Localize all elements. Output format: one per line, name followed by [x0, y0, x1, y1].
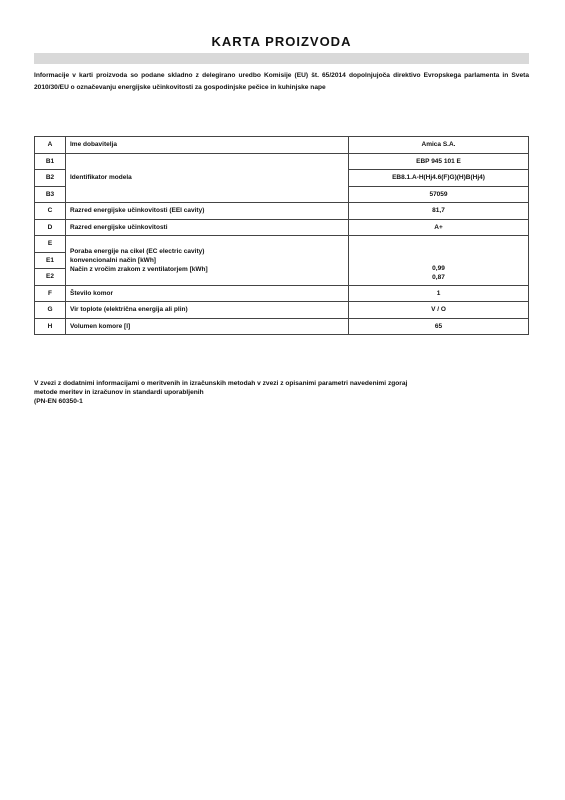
table-row	[35, 236, 529, 253]
table-row	[35, 219, 529, 236]
row-value: 65	[349, 318, 529, 335]
row-value: A+	[349, 219, 529, 236]
row-value: Amica S.A.	[349, 137, 529, 154]
row-code: B2	[35, 170, 66, 187]
row-code: G	[35, 302, 66, 319]
table-row	[35, 285, 529, 302]
row-description: Vir toplote (električna energija ali plin)	[66, 302, 349, 319]
table-row	[35, 203, 529, 220]
row-code: E	[35, 236, 66, 253]
energy-value-fan: 0,87	[432, 273, 445, 281]
footer-line-3: (PN-EN 60350-1	[34, 398, 83, 405]
energy-desc-line-3: Način z vročim zrakom z ventilatorjem [kWh]	[70, 265, 208, 273]
row-description: Identifikator modela	[66, 153, 349, 203]
row-code: E2	[35, 269, 66, 286]
row-code: A	[35, 137, 66, 154]
row-value: V / O	[349, 302, 529, 319]
row-description-energy-consumption	[66, 236, 349, 286]
row-description: Volumen komore [l]	[66, 318, 349, 335]
footer-line-2: metode meritev in izračunov in standardi uporabljenih	[34, 389, 204, 396]
title-underline-bar	[34, 53, 529, 64]
row-value: EBP 945 101 E	[349, 153, 529, 170]
product-card-table	[34, 136, 529, 335]
row-code: B1	[35, 153, 66, 170]
footer-line-1: V zvezi z dodatnimi informacijami o meritvenih in izračunskih metodah v zvezi z opisanimi parametri navedenimi zgoraj	[34, 380, 408, 387]
table-row	[35, 302, 529, 319]
row-code: C	[35, 203, 66, 220]
row-code: H	[35, 318, 66, 335]
row-value-energy-consumption	[349, 236, 529, 286]
table-row	[35, 153, 529, 170]
row-code: B3	[35, 186, 66, 203]
energy-desc-line-1: Poraba energije na cikel (EC electric cavity)	[70, 247, 205, 255]
table-row	[35, 318, 529, 335]
row-value: 57059	[349, 186, 529, 203]
row-description: Razred energijske učinkovitosti (EEI cavity)	[66, 203, 349, 220]
row-code: D	[35, 219, 66, 236]
row-description: Število komor	[66, 285, 349, 302]
row-description: Razred energijske učinkovitosti	[66, 219, 349, 236]
footer-note	[34, 379, 529, 406]
row-description: Ime dobavitelja	[66, 137, 349, 154]
intro-paragraph: Informacije v karti proizvoda so podane skladno z delegirano uredbo Komisije (EU) št. 65/2014 dopolnjujoča direktivo Evropskega parlamenta in Sveta 2010/30/EU o označevanju energijske učinkovitosti za gospodinjske pečice in kuhinjske nape	[34, 72, 529, 91]
table-row	[35, 137, 529, 154]
energy-desc-line-2: konvencionalni način [kWh]	[70, 256, 156, 264]
page-title: KARTA PROIZVODA	[211, 34, 352, 49]
row-code: E1	[35, 252, 66, 269]
row-value: 1	[349, 285, 529, 302]
row-code: F	[35, 285, 66, 302]
row-value: EB8.1.A-H(Hj4.6(F)G)(H)B(Hj4)	[349, 170, 529, 187]
energy-value-conventional: 0,99	[432, 264, 445, 272]
row-value: 81,7	[349, 203, 529, 220]
